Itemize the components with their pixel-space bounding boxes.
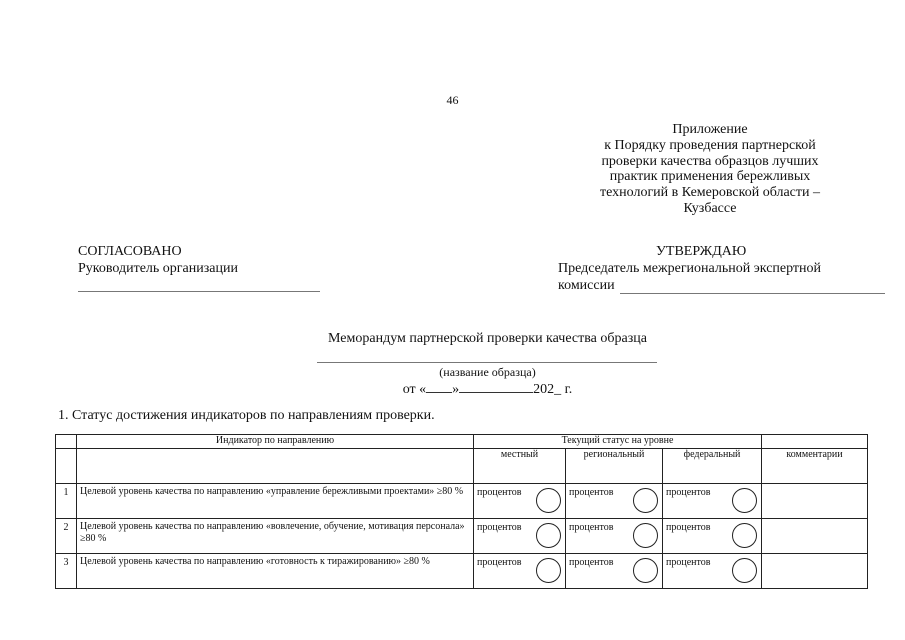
- header-indicator: Индикатор по направлению: [77, 435, 474, 449]
- header-federal: федеральный: [663, 449, 762, 484]
- row-number: 1: [56, 484, 77, 519]
- percent-label: процентов: [569, 487, 614, 498]
- date-prefix: от «: [402, 382, 427, 397]
- regional-status-cell[interactable]: [566, 554, 663, 589]
- status-circle[interactable]: [633, 523, 658, 548]
- date-month-blank: [459, 380, 533, 393]
- date-day-blank: [426, 380, 452, 393]
- approve-commission-row: [558, 277, 898, 294]
- appendix-line: проверки качества образцов лучших: [601, 153, 819, 169]
- row-indicator: Целевой уровень качества по направлению «готовность к тиражированию» ≥80 %: [77, 554, 474, 589]
- percent-label: процентов: [477, 522, 522, 533]
- date-suffix: г.: [561, 382, 573, 397]
- local-status-cell[interactable]: [474, 484, 566, 519]
- approve-signature-line: [620, 279, 885, 294]
- status-circle[interactable]: [732, 488, 757, 513]
- status-circle[interactable]: [732, 558, 757, 583]
- appendix-line: практик применения бережливых: [609, 169, 811, 185]
- table-row: [56, 554, 868, 589]
- federal-status-cell[interactable]: [663, 484, 762, 519]
- status-circle[interactable]: [536, 488, 561, 513]
- sample-name-line: [317, 362, 657, 363]
- agreed-role: Руководитель организации: [78, 261, 238, 276]
- percent-label: процентов: [477, 487, 522, 498]
- row-indicator: Целевой уровень качества по направлению «управление бережливыми проектами» ≥80 %: [77, 484, 474, 519]
- comments-cell[interactable]: [762, 484, 868, 519]
- row-indicator: Целевой уровень качества по направлению «вовлечение, обучение, мотивация персонала» ≥80 %: [77, 519, 474, 554]
- regional-status-cell[interactable]: [566, 484, 663, 519]
- status-circle[interactable]: [536, 523, 561, 548]
- status-circle[interactable]: [633, 488, 658, 513]
- appendix-line: Приложение: [672, 122, 748, 137]
- percent-label: процентов: [666, 522, 711, 533]
- status-circle[interactable]: [633, 558, 658, 583]
- header-comments-top: [762, 435, 868, 449]
- header-regional: региональный: [566, 449, 663, 484]
- page-number: 46: [446, 93, 459, 107]
- date-year: 202_: [533, 382, 562, 397]
- memo-date: [0, 380, 905, 398]
- local-status-cell[interactable]: [474, 554, 566, 589]
- approve-role-cont: комиссии: [558, 278, 615, 293]
- row-number: 2: [56, 519, 77, 554]
- regional-status-cell[interactable]: [566, 519, 663, 554]
- approve-block: [558, 243, 898, 294]
- indicator-status-table: [55, 434, 868, 589]
- date-mid: »: [452, 382, 460, 397]
- appendix-line: Кузбассе: [683, 200, 737, 216]
- sample-name-caption: (название образца): [439, 365, 536, 379]
- percent-label: процентов: [569, 522, 614, 533]
- appendix-header: [560, 122, 860, 217]
- percent-label: процентов: [666, 557, 711, 568]
- status-circle[interactable]: [536, 558, 561, 583]
- subheader-num-cell: [56, 449, 77, 484]
- table-subheader-row: [56, 449, 868, 484]
- agreed-block: [78, 243, 238, 277]
- table-row: [56, 484, 868, 519]
- appendix-line: к Порядку проведения партнерской: [604, 137, 816, 153]
- approve-heading: УТВЕРЖДАЮ: [656, 244, 747, 259]
- header-local: местный: [474, 449, 566, 484]
- local-status-cell[interactable]: [474, 519, 566, 554]
- header-num-cell: [56, 435, 77, 449]
- percent-label: процентов: [569, 557, 614, 568]
- header-comments: комментарии: [762, 449, 868, 484]
- comments-cell[interactable]: [762, 519, 868, 554]
- agreed-heading: СОГЛАСОВАНО: [78, 244, 182, 259]
- federal-status-cell[interactable]: [663, 519, 762, 554]
- appendix-line: технологий в Кемеровской области –: [600, 185, 820, 201]
- table-row: [56, 519, 868, 554]
- memo-title: Меморандум партнерской проверки качества образца: [328, 331, 647, 346]
- percent-label: процентов: [477, 557, 522, 568]
- subheader-indicator-cell: [77, 449, 474, 484]
- approve-role: Председатель межрегиональной экспертной: [558, 261, 822, 276]
- comments-cell[interactable]: [762, 554, 868, 589]
- percent-label: процентов: [666, 487, 711, 498]
- status-circle[interactable]: [732, 523, 757, 548]
- row-number: 3: [56, 554, 77, 589]
- agreed-signature-line: [78, 291, 320, 292]
- header-status: Текущий статус на уровне: [474, 435, 762, 449]
- table-header-row: [56, 435, 868, 449]
- federal-status-cell[interactable]: [663, 554, 762, 589]
- section-title: 1. Статус достижения индикаторов по направлениям проверки.: [58, 408, 435, 423]
